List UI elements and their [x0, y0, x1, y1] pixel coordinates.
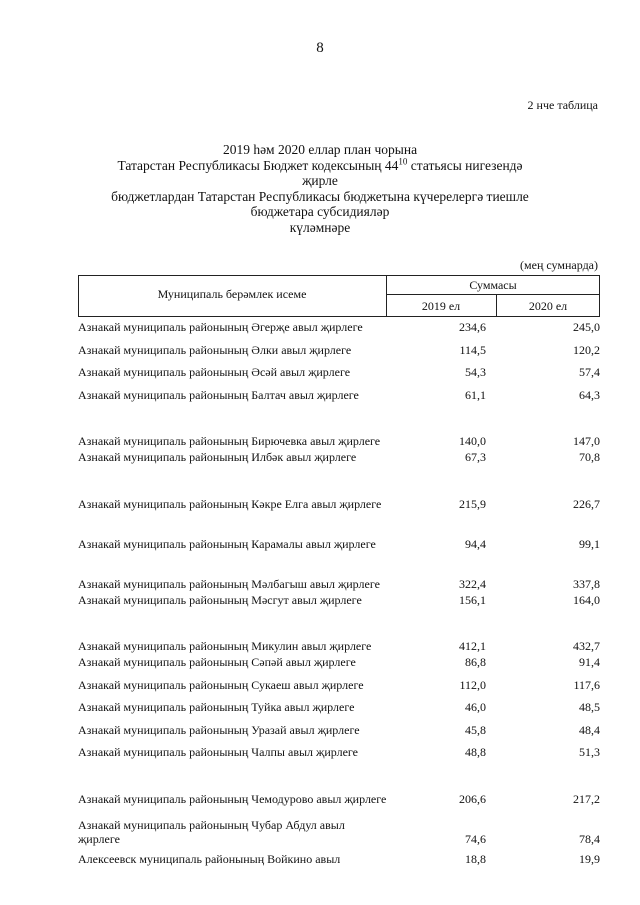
table-row: [78, 591, 600, 614]
table-row: [78, 386, 600, 409]
row-value-2019: 114,5: [459, 342, 486, 357]
row-value-2019: 54,3: [465, 365, 486, 379]
row-value-2020: 51,3: [579, 745, 600, 759]
row-value-2019: 86,8: [465, 655, 486, 669]
row-value-2019: 61,1: [465, 387, 486, 402]
row-municipality-name: Азнакай муниципаль районының Чалпы авыл җирлеге: [78, 745, 358, 759]
row-municipality-name: Азнакай муниципаль районының Әсәй авыл җирлеге: [78, 365, 351, 379]
row-municipality-name: Азнакай муниципаль районының Мәсгут авыл җирлеге: [78, 592, 362, 607]
column-header-name: Муниципаль берәмлек исеме: [157, 287, 307, 301]
table-row: [78, 408, 600, 448]
table-row: [78, 806, 600, 846]
column-header-2019: 2019 ел: [421, 299, 461, 313]
row-municipality-name: Азнакай муниципаль районының Туйка авыл җирлеге: [78, 700, 355, 714]
table-row: [78, 318, 600, 341]
header-border-top: [78, 275, 600, 276]
heading-line-2: [100, 158, 540, 189]
row-municipality-name: Азнакай муниципаль районының Кәкре Елга авыл җирлеге: [78, 496, 382, 511]
table-row: [78, 551, 600, 591]
table-row: [78, 613, 600, 653]
row-municipality-name: Азнакай муниципаль районының Чубар Абдул авыл җирлеге: [78, 817, 345, 846]
row-value-2019: 215,9: [459, 496, 486, 511]
row-value-2020: 117,6: [573, 677, 600, 692]
row-municipality-name: Азнакай муниципаль районының Илбәк авыл җирлеге: [78, 450, 357, 464]
heading-line-5: күләмнәре: [289, 219, 351, 235]
row-value-2019: 45,8: [465, 722, 486, 737]
heading-line-3: бюджетлардан Татарстан Республикасы бюджетына күчерелергә тиешле: [111, 188, 529, 204]
table-row: [78, 448, 600, 471]
table-row: [78, 511, 600, 551]
row-municipality-name: Азнакай муниципаль районының Сукаеш авыл җирлеге: [78, 677, 364, 692]
row-value-2019: 67,3: [465, 450, 486, 464]
table-row: [78, 471, 600, 511]
table-body: [78, 318, 600, 872]
table-row: [78, 721, 600, 744]
row-value-2020: 164,0: [573, 592, 600, 607]
table-row: [78, 676, 600, 699]
row-municipality-name: Азнакай муниципаль районының Мәлбагыш авыл җирлеге: [78, 576, 380, 591]
row-municipality-name: Азнакай муниципаль районының Чемодурово авыл җирлеге: [78, 791, 387, 806]
row-municipality-name: Азнакай муниципаль районының Карамалы авыл җирлеге: [78, 536, 376, 551]
row-value-2020: 19,9: [579, 851, 600, 866]
row-value-2019: 156,1: [459, 592, 486, 607]
table-label: 2 нче таблица: [527, 98, 598, 112]
row-value-2019: 18,8: [465, 851, 486, 866]
row-value-2020: 70,8: [579, 450, 600, 464]
row-value-2019: 46,0: [465, 700, 486, 714]
row-value-2020: 57,4: [579, 365, 600, 379]
row-value-2019: 112,0: [459, 677, 486, 692]
row-value-2020: 91,4: [579, 655, 600, 669]
row-municipality-name: Азнакай муниципаль районының Әлки авыл җирлеге: [78, 342, 352, 357]
row-municipality-name: Алексеевск муниципаль районының Войкино авыл: [78, 851, 341, 866]
row-municipality-name: Азнакай муниципаль районының Балтач авыл җирлеге: [78, 387, 359, 402]
row-value-2019: 74,6: [465, 831, 486, 846]
row-value-2019: 412,1: [459, 639, 486, 653]
row-value-2020: 245,0: [573, 320, 600, 334]
column-header-sums: Суммасы: [469, 278, 517, 292]
table-row: [78, 846, 600, 873]
row-value-2020: 64,3: [579, 387, 600, 402]
row-value-2020: 217,2: [573, 791, 600, 806]
table-row: [78, 698, 600, 721]
row-value-2019: 322,4: [459, 576, 486, 591]
row-value-2020: 226,7: [573, 496, 600, 511]
row-municipality-name: Азнакай муниципаль районының Уразай авыл җирлеге: [78, 722, 360, 737]
article-superscript: 10: [398, 156, 408, 166]
row-municipality-name: Азнакай муниципаль районының Әгерҗе авыл җирлеге: [78, 320, 363, 334]
row-value-2019: 234,6: [459, 320, 486, 334]
column-header-2020: 2020 ел: [528, 299, 568, 313]
row-value-2019: 48,8: [465, 745, 486, 759]
row-municipality-name: Азнакай муниципаль районының Сәпәй авыл җирлеге: [78, 655, 356, 669]
heading-line-2-start: Татарстан Республикасы Бюджет кодексының 44: [117, 157, 399, 173]
row-value-2020: 120,2: [573, 342, 600, 357]
table-row: [78, 363, 600, 386]
row-value-2019: 140,0: [459, 434, 486, 448]
row-municipality-name: Азнакай муниципаль районының Микулин авыл җирлеге: [78, 639, 372, 653]
row-value-2020: 147,0: [573, 434, 600, 448]
heading-line-2-end: статьясы нигезендә җирле: [302, 157, 523, 188]
table-heading: [100, 142, 540, 235]
row-value-2020: 99,1: [579, 536, 600, 551]
row-value-2020: 337,8: [573, 576, 600, 591]
heading-line-1: 2019 һәм 2020 еллар план чорына: [222, 142, 418, 157]
row-value-2020: 48,5: [579, 700, 600, 714]
units-note: (мең сумнарда): [520, 258, 598, 272]
row-value-2019: 206,6: [459, 791, 486, 806]
row-value-2020: 48,4: [579, 722, 600, 737]
row-value-2020: 432,7: [573, 639, 600, 653]
header-border-bottom: [78, 316, 600, 317]
row-value-2019: 94,4: [465, 536, 486, 551]
row-value-2020: 78,4: [579, 831, 600, 846]
table-row: [78, 766, 600, 806]
table-header: [78, 275, 600, 317]
table-row: [78, 743, 600, 766]
row-municipality-name: Азнакай муниципаль районының Бирючевка авыл җирлеге: [78, 434, 381, 448]
heading-line-4: бюджетара субсидияләр: [250, 204, 390, 219]
page-number: 8: [316, 40, 324, 56]
table-row: [78, 341, 600, 364]
table-row: [78, 653, 600, 676]
header-sums-divider: [386, 294, 600, 295]
